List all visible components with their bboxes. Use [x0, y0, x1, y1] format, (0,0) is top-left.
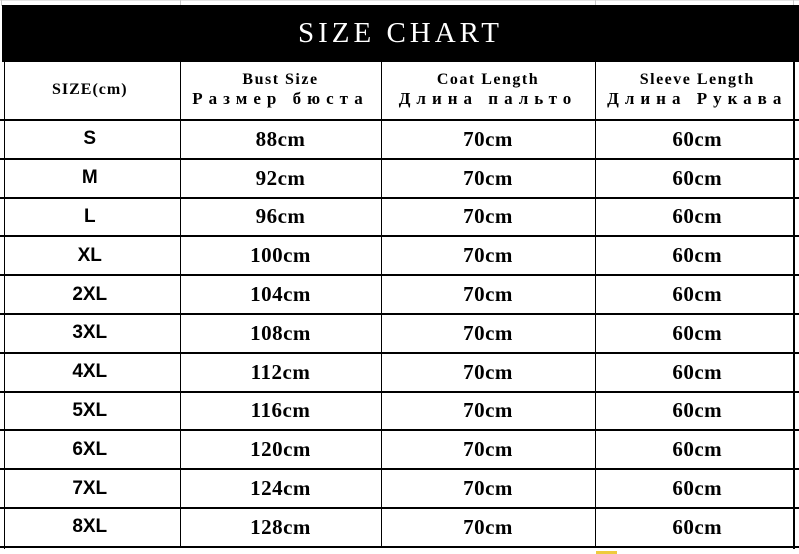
sleeve-cell: 60cm: [595, 430, 799, 469]
bust-cell: 112cm: [180, 353, 381, 392]
sleeve-cell: 60cm: [595, 120, 799, 159]
table-row-m: [0, 159, 799, 198]
coat-cell: 70cm: [381, 314, 595, 353]
sleeve-cell: 60cm: [595, 469, 799, 508]
table-row-2xl: [0, 275, 799, 314]
table-row-xl: [0, 236, 799, 275]
size-cell: 6XL: [0, 430, 180, 469]
size-cell: 7XL: [0, 469, 180, 508]
column-header-coat: [381, 61, 595, 120]
table-row-4xl: [0, 353, 799, 392]
column-header-sleeve-en: Sleeve Length: [639, 71, 755, 89]
table-row-8xl: [0, 508, 799, 547]
bust-cell: 104cm: [180, 275, 381, 314]
bust-cell: 88cm: [180, 120, 381, 159]
coat-cell: 70cm: [381, 120, 595, 159]
top-hairline: [0, 0, 799, 1]
size-cell: L: [0, 198, 180, 237]
bust-cell: 128cm: [180, 508, 381, 547]
size-cell: 3XL: [0, 314, 180, 353]
coat-cell: 70cm: [381, 430, 595, 469]
coat-cell: 70cm: [381, 392, 595, 431]
column-header-bust-ru: Размер бюста: [192, 89, 369, 109]
bust-cell: 100cm: [180, 236, 381, 275]
sleeve-cell: 60cm: [595, 353, 799, 392]
coat-cell: 70cm: [381, 469, 595, 508]
bust-cell: 124cm: [180, 469, 381, 508]
sleeve-cell: 60cm: [595, 314, 799, 353]
table-row-5xl: [0, 392, 799, 431]
size-cell: 8XL: [0, 508, 180, 547]
yellow-accent-mark: [596, 551, 617, 554]
size-cell: 5XL: [0, 392, 180, 431]
sleeve-cell: 60cm: [595, 275, 799, 314]
bust-cell: 108cm: [180, 314, 381, 353]
column-header-sleeve-ru: Длина Рукава: [607, 89, 788, 109]
column-header-sleeve: [595, 61, 799, 120]
table-row-l: [0, 198, 799, 237]
size-table: [0, 61, 799, 548]
sleeve-cell: 60cm: [595, 508, 799, 547]
size-cell: 2XL: [0, 275, 180, 314]
table-row-7xl: [0, 469, 799, 508]
coat-cell: 70cm: [381, 236, 595, 275]
sleeve-cell: 60cm: [595, 392, 799, 431]
size-cell: 4XL: [0, 353, 180, 392]
coat-cell: 70cm: [381, 198, 595, 237]
table-row-s: [0, 120, 799, 159]
size-cell: S: [0, 120, 180, 159]
size-cell: XL: [0, 236, 180, 275]
column-header-coat-en: Coat Length: [436, 71, 540, 89]
column-header-bust-en: Bust Size: [242, 71, 319, 89]
coat-cell: 70cm: [381, 159, 595, 198]
coat-cell: 70cm: [381, 508, 595, 547]
coat-cell: 70cm: [381, 275, 595, 314]
sleeve-cell: 60cm: [595, 236, 799, 275]
column-header-coat-ru: Длина пальто: [398, 89, 578, 109]
column-header-size-label: SIZE(cm): [51, 81, 128, 99]
sleeve-cell: 60cm: [595, 159, 799, 198]
bust-cell: 116cm: [180, 392, 381, 431]
title-bar: [2, 5, 799, 62]
bust-cell: 120cm: [180, 430, 381, 469]
column-header-bust: [180, 61, 381, 120]
coat-cell: 70cm: [381, 353, 595, 392]
bust-cell: 92cm: [180, 159, 381, 198]
table-header-row: [0, 61, 799, 120]
sleeve-cell: 60cm: [595, 198, 799, 237]
table-outer-border-right: [793, 62, 795, 549]
column-header-size: [0, 61, 180, 120]
bust-cell: 96cm: [180, 198, 381, 237]
size-cell: M: [0, 159, 180, 198]
table-row-3xl: [0, 314, 799, 353]
table-outer-border-left: [4, 62, 6, 549]
table-row-6xl: [0, 430, 799, 469]
page-title: SIZE CHART: [297, 17, 503, 49]
